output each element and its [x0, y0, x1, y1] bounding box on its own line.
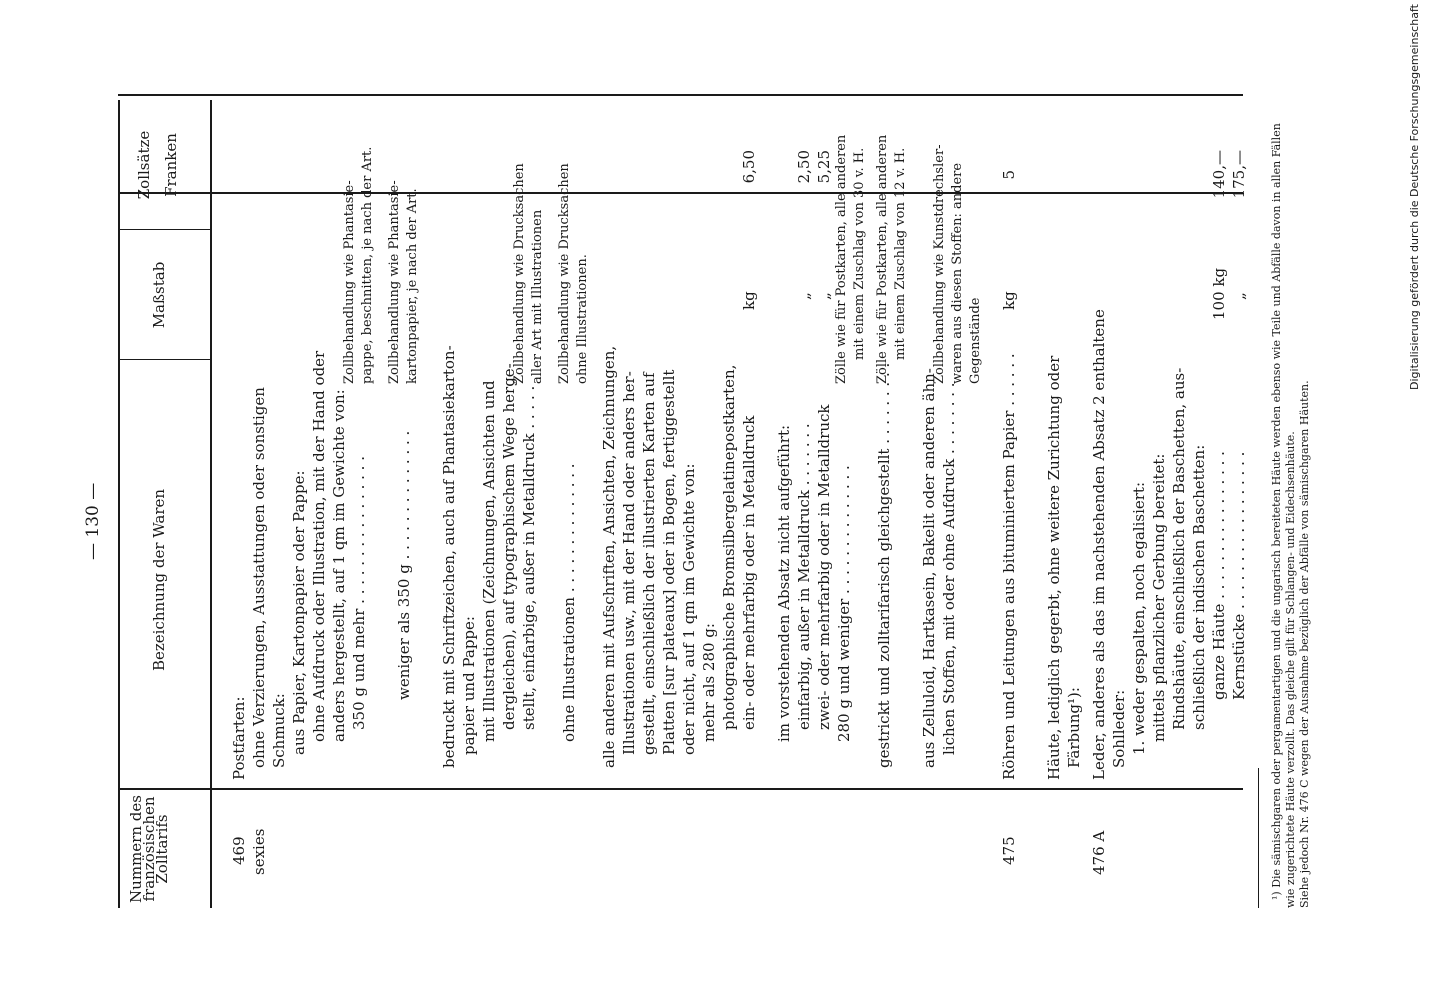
footnote-line: wie zugerichtete Häute verzollt. Das gleiche gilt für Schlangen- und Eidechsenhäute. [1284, 431, 1297, 908]
measure-text: Zollbehandlung wie Drucksachen [557, 163, 572, 384]
col4-header-divider [118, 229, 210, 230]
measure-ditto: „ [815, 292, 833, 300]
desc-line: bedruckt mit Schriftzeichen, auch auf Phantasiekarton- [440, 345, 458, 768]
desc-line: Röhren und Leitungen aus bituminiertem Papier . . . . . . [1000, 353, 1018, 780]
col3-header-divider [118, 359, 210, 360]
col3-divider [118, 94, 1243, 96]
header-col1: Nummern des französischen Zolltarifs [127, 795, 171, 903]
footnote-line: Siehe jedoch Nr. 476 C wegen der Ausnahme bezüglich der Abfälle von sämischgaren Häuten. [1298, 380, 1311, 908]
desc-line: ein- oder mehrfarbig oder in Metalldruck [740, 415, 758, 730]
duty-rate: 2,50 [795, 150, 813, 184]
desc-line: ohne Aufdruck oder Illustration, mit der Hand oder [310, 350, 328, 742]
desc-line: lichen Stoffen, mit oder ohne Aufdruck . . . . . . . . [940, 382, 958, 755]
desc-line: anders hergestellt, auf 1 qm im Gewichte von: [330, 389, 348, 742]
col2-divider [118, 192, 1243, 194]
desc-line: mittels pflanzlicher Gerbung bereitet: [1150, 453, 1168, 742]
measure-text: Gegenstände [968, 297, 983, 384]
col1-divider [118, 788, 1243, 790]
desc-line: Leder, anderes als das im nachstehenden Absatz 2 enthaltene [1090, 309, 1108, 780]
measure-text: ohne Illustrationen. [575, 254, 590, 384]
duty-rate: 140,— [1210, 150, 1228, 199]
desc-line: ohne Illustrationen . . . . . . . . . . . . . . [560, 463, 578, 742]
desc-line: mehr als 280 g: [700, 623, 718, 742]
desc-line: Häute, lediglich gegerbt, ohne weitere Zurichtung oder [1045, 355, 1063, 780]
desc-line: papier und Pappe: [460, 616, 478, 755]
desc-line: zwei- oder mehrfarbig oder in Metalldruck [815, 404, 833, 730]
desc-line: Färbung¹): [1065, 687, 1083, 768]
desc-line: stellt, einfarbige, außer in Metalldruck . . . . . [520, 385, 538, 730]
desc-line: Schmuck: [270, 693, 288, 768]
desc-line: ganze Häute . . . . . . . . . . . . . . . . [1210, 451, 1228, 700]
desc-line: oder nicht, auf 1 qm im Gewichte von: [680, 463, 698, 755]
desc-line: Illustrationen usw., mit der Hand oder anders her- [620, 371, 638, 755]
header-bottom-rule [210, 100, 212, 908]
desc-line: Sohlleder: [1110, 689, 1128, 768]
digitization-credit [1402, 0, 1428, 1000]
desc-line: aus Papier, Kartonpapier oder Pappe: [290, 470, 308, 755]
desc-line: 350 g und mehr . . . . . . . . . . . . . . . . [350, 456, 368, 730]
desc-line: Platten [sur plateaux] oder in Bogen, fertiggestellt [660, 369, 678, 755]
desc-line: photographische Bromsilbergelatinepostkarten, [720, 364, 738, 730]
desc-line: Rindshäute, einschließlich der Baschetten, aus- [1170, 367, 1188, 730]
measure-text: pappe, beschnitten, je nach der Art. [360, 146, 375, 384]
header-col4-sub: Franken [162, 133, 180, 197]
page-number: — 130 — [83, 482, 103, 560]
credit-text: Digitalisierung gefördert durch die Deutsche Forschungsgemeinschaft [1408, 4, 1421, 390]
desc-line: einfarbig, außer in Metalldruck . . . . . . . [795, 423, 813, 730]
desc-line: ohne Verzierungen, Ausstattungen oder sonstigen [250, 387, 268, 768]
duty-rate: 5 [1000, 170, 1018, 180]
duty-rate: 6,50 [740, 150, 758, 184]
measure-text: Zollbehandlung wie Drucksachen [512, 163, 527, 384]
tariff-number-469: 469 [230, 836, 248, 865]
measure-text: aller Art mit Illustrationen [530, 209, 545, 384]
tariff-number-475: 475 [1000, 836, 1018, 865]
measure-ditto: „ [1230, 292, 1248, 300]
measure-text: waren aus diesen Stoffen: andere [950, 162, 965, 384]
measure-text: Zölle wie für Postkarten, alle anderen [875, 134, 890, 384]
measure-text: Zölle wie für Postkarten, alle anderen [834, 134, 849, 384]
measure-text: Zollbehandlung wie Phantasie- [387, 180, 402, 384]
desc-line: Kernstücke . . . . . . . . . . . . . . . . . [1230, 451, 1248, 700]
header-col4: Zollsätze [135, 130, 153, 200]
measure-unit: kg [740, 291, 758, 310]
desc-line: alle anderen mit Aufschriften, Ansichten, Zeichnungen, [600, 345, 618, 768]
measure-text: mit einem Zuschlag von 12 v. H. [893, 147, 908, 360]
footnote-rule [1258, 768, 1259, 908]
desc-line: 280 g und weniger . . . . . . . . . . . . . . [835, 465, 853, 742]
desc-line: mit Illustrationen (Zeichnungen, Ansichten und [480, 380, 498, 742]
measure-unit: kg [1000, 291, 1018, 310]
tariff-number-476a: 476 A [1090, 830, 1108, 875]
desc-line: dergleichen), auf typographischem Wege herge- [500, 363, 518, 730]
header-col2: Bezeichnung der Waren [150, 488, 168, 672]
desc-line: Postfarten: [230, 696, 248, 780]
desc-line: gestrickt und zolltarifarisch gleichgestellt . . . . . . . . . [875, 362, 893, 768]
measure-unit: 100 kg [1210, 267, 1228, 320]
measure-text: kartonpapier, je nach der Art. [405, 188, 420, 384]
tariff-number-469-suffix: sexies [250, 828, 268, 875]
desc-line: aus Zelluloid, Hartkasein, Bakelit oder anderen ähn- [920, 368, 938, 768]
measure-text: Zollbehandlung wie Phantasie- [342, 180, 357, 384]
measure-text: mit einem Zuschlag von 30 v. H. [852, 147, 867, 360]
measure-text: Zollbehandlung wie Kunstdrechsler- [932, 144, 947, 384]
measure-ditto: „ [795, 292, 813, 300]
duty-rate: 175,— [1230, 150, 1248, 199]
table-top-rule [118, 100, 120, 908]
desc-line: schließlich der indischen Baschetten: [1190, 444, 1208, 730]
desc-line: im vorstehenden Absatz nicht aufgeführt: [775, 424, 793, 742]
desc-line: weniger als 350 g . . . . . . . . . . . . . . [395, 430, 413, 700]
header-col3: Maßstab [150, 261, 168, 329]
duty-rate: 5,25 [815, 150, 833, 184]
desc-line: 1. weder gespalten, noch egalisiert: [1130, 482, 1148, 755]
footnote-line: ¹) Die sämischgaren oder pergamentartigen und die ungarisch bereiteten Häute werden ebenso wie Teile und Abfälle davon in allen Fällen [1270, 123, 1283, 900]
desc-line: gestellt, einschließlich der illustrierten Karten auf [640, 372, 658, 755]
